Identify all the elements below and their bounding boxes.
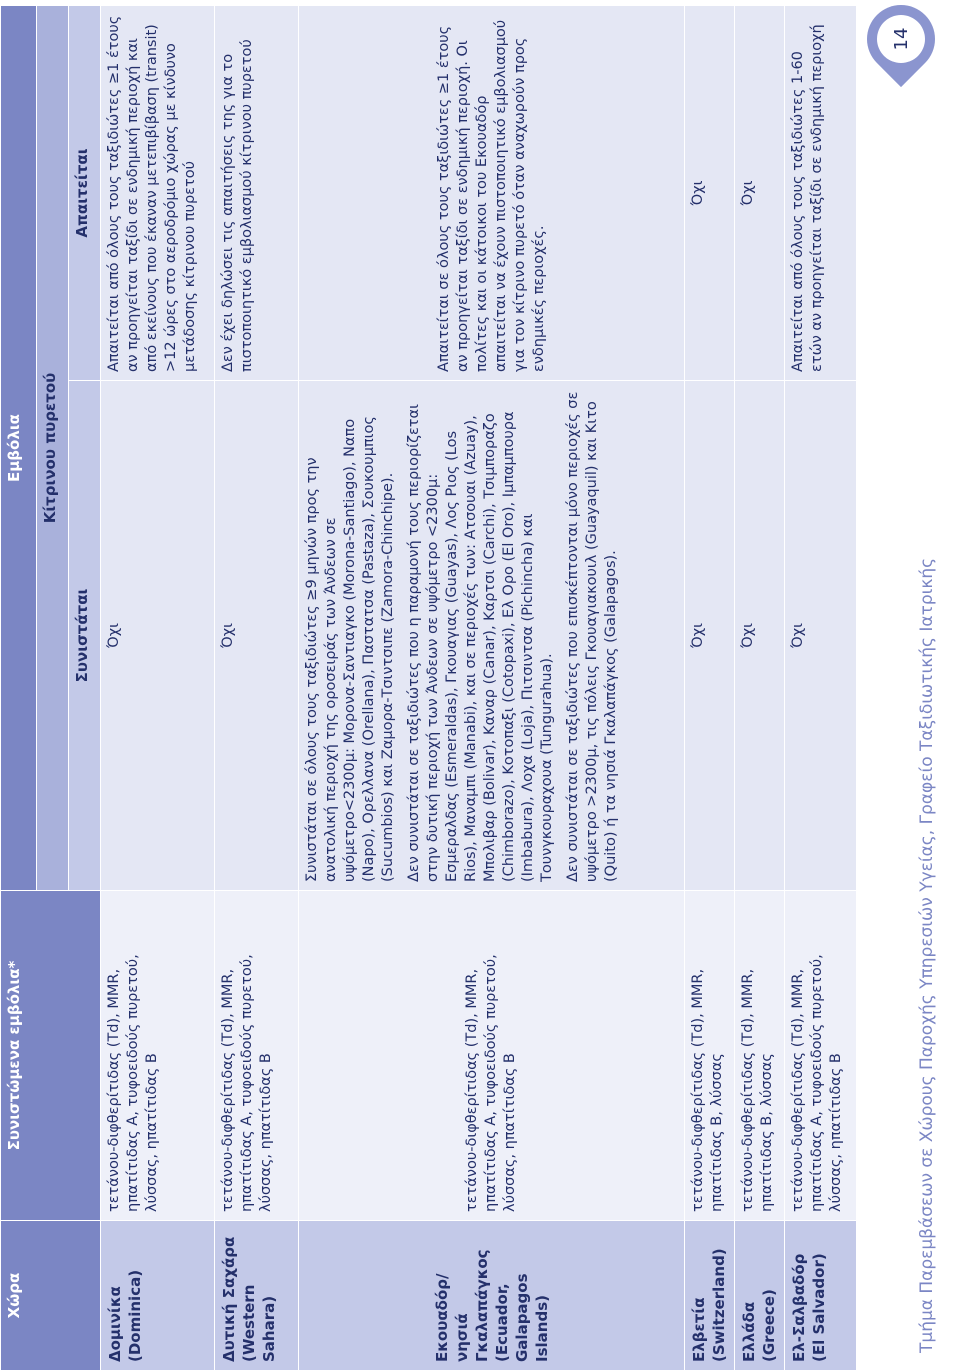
header-country: Χώρα (1, 1221, 101, 1371)
table-row (101, 6, 215, 1371)
vaccination-table (0, 5, 857, 1371)
page-number-badge (853, 0, 949, 87)
vaccines-cell: τετάνου-διφθερίτιδας (Td), MMR, ηπατίτιδας Α, τυφοειδούς πυρετού, λύσσας, ηπατίτιδας Β (215, 891, 299, 1221)
recommended-cell (299, 381, 685, 891)
country-cell: Δυτική Σαχάρα (Western Sahara) (215, 1221, 299, 1371)
page-number: 14 (877, 15, 925, 63)
vaccines-cell: τετάνου-διφθερίτιδας (Td), MMR, ηπατίτιδας Α, τυφοειδούς πυρετού, λύσσας, ηπατίτιδας Β (101, 891, 215, 1221)
vaccines-cell: τετάνου-διφθερίτιδας (Td), MMR, ηπατίτιδας Β, λύσσας (685, 891, 735, 1221)
recommended-paragraph: Δεν συνιστάται σε ταξιδιώτες που επισκέπτονται μόνο περιοχές σε υψόμετρο >2300μ, τις πόλεις Γκουαγιακουιλ (Guayaquil) και Κιτο (Quito) ή τα νησιά Γκαλαπάγκος (Galapagos). (565, 391, 619, 882)
header-yellow-fever: Κίτρινου πυρετού (37, 6, 69, 891)
required-cell: Απαιτείται από όλους τους ταξιδιώτες ≥1 έτους αν προηγείται ταξίδι σε ενδημική περιοχή και από εκείνους που έκαναν μετεπιβίβαση (transit) >12 ώρες στο αεροδρόμιο χώρας με κίνδυνο μετάδοσης κίτρινου πυρετού (101, 6, 215, 381)
recommended-cell: Όχι (101, 381, 215, 891)
header-recommended-vaccines: Συνιστώμενα εμβόλια* (1, 891, 101, 1221)
table-row (215, 6, 299, 1371)
table-row (735, 6, 785, 1371)
country-cell: Δομινίκα (Dominica) (101, 1221, 215, 1371)
vaccines-cell: τετάνου-διφθερίτιδας (Td), MMR, ηπατίτιδας Β, λύσσας (735, 891, 785, 1221)
required-cell: Απαιτείται σε όλους τους ταξιδιώτες ≥1 έτους αν προηγείται ταξίδι σε ενδημική περιοχή. Οι πολίτες και οι κάτοικοι του Εκουαδόρ απαιτείται να έχουν πιστοποιητικό εμβολιασμού για τον κίτρινο πυρετό όταν αναχωρούν προς ενδημικές περιοχές. (299, 6, 685, 381)
table-row (785, 6, 857, 1371)
recommended-cell: Όχι (735, 381, 785, 891)
recommended-cell: Όχι (685, 381, 735, 891)
vaccines-cell: τετάνου-διφθερίτιδας (Td), MMR, ηπατίτιδας Α, τυφοειδούς πυρετού, λύσσας, ηπατίτιδας Β (785, 891, 857, 1221)
table-row (685, 6, 735, 1371)
required-cell: Δεν έχει δηλώσει τις απαιτήσεις της για το πιστοποιητικό εμβολιασμού κίτρινου πυρετού (215, 6, 299, 381)
header-recommended: Συνιστάται (69, 381, 101, 891)
required-cell: Απαιτείται από όλους τους ταξιδιώτες 1-60 ετών αν προηγείται ταξίδι σε ενδημική περιοχή (785, 6, 857, 381)
header-required: Απαιτείται (69, 6, 101, 381)
table-row (299, 6, 685, 1371)
recommended-cell: Όχι (215, 381, 299, 891)
required-cell: Όχι (685, 6, 735, 381)
country-cell: Ελλάδα (Greece) (735, 1221, 785, 1371)
footer-text: Τμήμα Παρεμβάσεων σε Χώρους Παροχής Υπηρεσιών Υγείας, Γραφείο Ταξιδιωτικής Ιατρικής (917, 557, 937, 1353)
recommended-paragraph: Δεν συνιστάται σε ταξιδιώτες που η παραμονή τους περιορίζεται στην δυτική περιοχή των Άνδεων σε υψόμετρο <2300μ: Εσμεραλδας (Esmeraldas), Γκουαγιας (Guayas), Λος Ριος (Los Rios), Μαναμπι (Manabi), και σε περιοχές των: Ατσουαι (Azuay), Μπολιβαρ (Bolivar), Καναρ (Canar), Καρτσι (Carchi), Τσιμποραζο (Chimborazo), Κοτοπαξι (Cotopaxi), Ελ Ορο (El Oro), Ιμπαμπουρα (Imbabura), Λοχα (Loja), Πιτσιντσα (Pichincha) και Τουνγκουραχουα (Tungurahua). (406, 404, 555, 882)
country-cell: Ελβετία (Switzerland) (685, 1221, 735, 1371)
country-cell: Εκουαδόρ/ νησιά Γκαλαπάγκος (Ecuador, Galapagos Islands) (299, 1221, 685, 1371)
recommended-paragraph: Συνιστάται σε όλους τους ταξιδιώτες ≥9 μηνών προς την ανατολική περιοχή της οροσειράς των Άνδεων σε υψόμετρο<2300μ: Μορονα-Σαντιαγκο (Morona-Santiago), Ναπο (Napo), Ορελλανα (Orellana), Παστατσα (Pastaza), Σουκουμπιος (Sucumbios) και Ζαμορα-Τσιντσιπε (Zamora-Chinchipe). (304, 416, 396, 882)
recommended-cell: Όχι (785, 381, 857, 891)
required-cell: Όχι (735, 6, 785, 381)
vaccines-cell: τετάνου-διφθερίτιδας (Td), MMR, ηπατίτιδας Α, τυφοειδούς πυρετού, λύσσας, ηπατίτιδας Β (299, 891, 685, 1221)
country-cell: Ελ-Σαλβαδόρ (El Salvador) (785, 1221, 857, 1371)
header-vaccines: Εμβόλια (1, 6, 37, 891)
